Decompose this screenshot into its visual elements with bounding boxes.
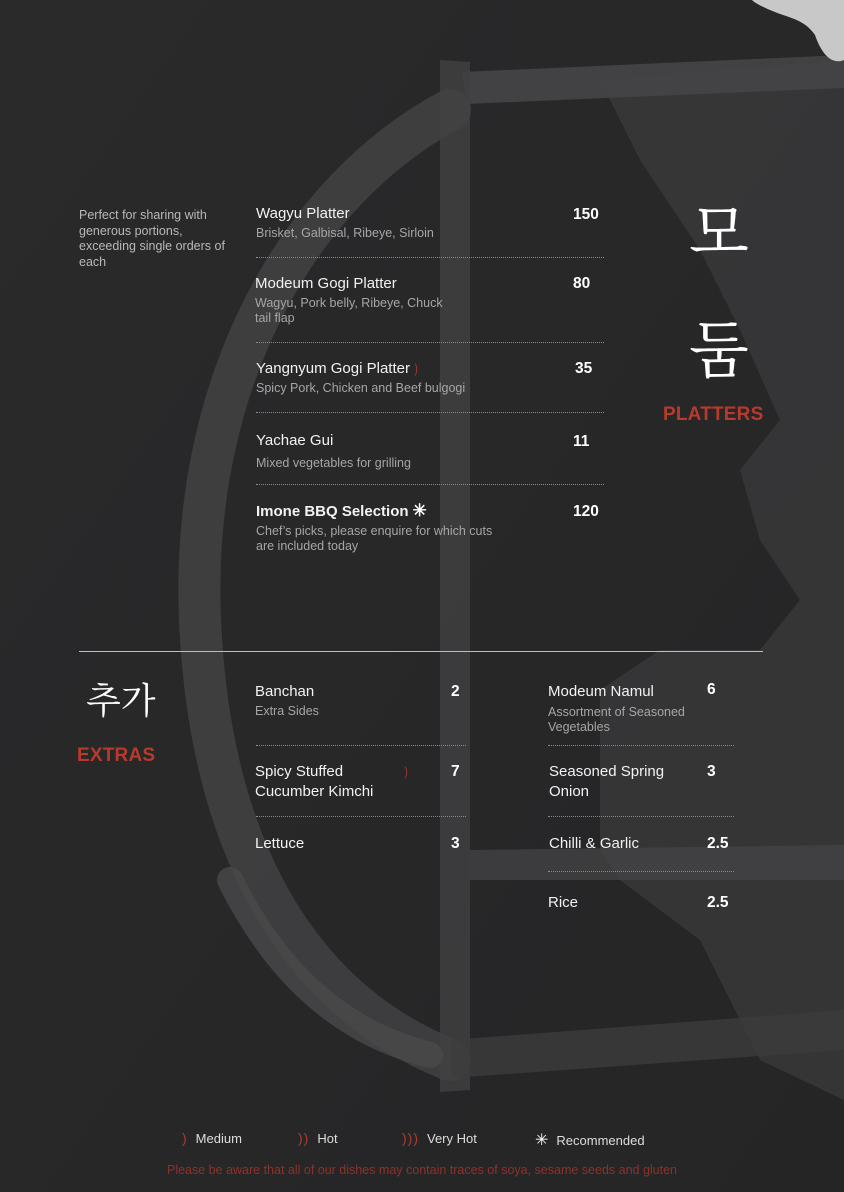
- korean-char: 둠: [689, 314, 749, 387]
- item-name: Modeum Namul: [548, 683, 654, 700]
- dotted-divider: [256, 342, 604, 343]
- item-description: Extra Sides: [255, 704, 319, 718]
- menu-item: [255, 762, 405, 802]
- item-price: 2.5: [707, 894, 729, 911]
- item-price: 6: [707, 681, 716, 698]
- menu-item: [256, 204, 434, 241]
- dotted-divider: [256, 745, 466, 746]
- item-name: Yangnyum Gogi Platter: [256, 360, 410, 377]
- legend-label: Very Hot: [427, 1130, 477, 1146]
- recommended-star-icon: ✳: [535, 1132, 549, 1149]
- item-price: 3: [707, 763, 716, 780]
- item-name: Modeum Gogi Platter: [255, 275, 397, 292]
- dotted-divider: [548, 871, 734, 872]
- recommended-star-icon: ✳: [412, 501, 427, 520]
- item-price: 3: [451, 835, 460, 852]
- item-description: Assortment of Seasoned Vegetables: [548, 705, 685, 734]
- dotted-divider: [256, 816, 466, 817]
- platters-intro: Perfect for sharing with generous portions, exceeding single orders of each: [79, 208, 225, 269]
- menu-item: [549, 834, 639, 854]
- item-price: 120: [573, 503, 599, 520]
- item-price: 2: [451, 683, 460, 700]
- item-description: Spicy Pork, Chicken and Beef bulgogi: [256, 381, 466, 395]
- item-name: Banchan: [255, 683, 315, 700]
- item-price: 150: [573, 206, 599, 223]
- legend-hot: [298, 1130, 338, 1146]
- item-price: 7: [451, 763, 460, 780]
- item-price: 11: [573, 433, 590, 450]
- chili-medium-icon: ): [414, 361, 418, 376]
- menu-item: [548, 682, 698, 735]
- item-description: Brisket, Galbisal, Ribeye, Sirloin: [256, 226, 434, 240]
- item-name: Spicy Stuffed Cucumber Kimchi: [255, 763, 374, 800]
- dotted-divider: [548, 745, 734, 746]
- dotted-divider: [256, 257, 604, 258]
- item-description: Wagyu, Pork belly, Ribeye, Chuck tail flap: [255, 296, 443, 325]
- menu-item: [255, 682, 319, 719]
- item-name: Seasoned Spring Onion: [549, 763, 665, 800]
- chili-hot-icon: )): [298, 1130, 310, 1146]
- item-name: Rice: [548, 894, 579, 911]
- menu-item: [256, 431, 411, 471]
- item-name: Lettuce: [255, 835, 305, 852]
- extras-title: EXTRAS: [77, 745, 156, 766]
- korean-char: 모: [689, 196, 749, 269]
- menu-item: [256, 501, 516, 554]
- menu-item: [255, 834, 304, 854]
- item-price: 80: [573, 275, 591, 292]
- item-name: Chilli & Garlic: [549, 835, 640, 852]
- dotted-divider: [256, 412, 604, 413]
- legend-medium: [182, 1130, 242, 1146]
- chili-medium-icon: ): [182, 1130, 188, 1146]
- dotted-divider: [256, 484, 604, 485]
- legend-label: Medium: [195, 1130, 242, 1146]
- legend-very-hot: [402, 1130, 477, 1146]
- menu-item: [549, 762, 669, 802]
- menu-item: [548, 893, 578, 913]
- legend-recommended: [535, 1130, 645, 1150]
- item-price: 35: [575, 360, 593, 377]
- chili-medium-icon: ): [404, 764, 408, 779]
- platters-title: PLATTERS: [663, 404, 764, 425]
- item-description: Mixed vegetables for grilling: [256, 456, 411, 470]
- item-name: Imone BBQ Selection: [256, 503, 409, 520]
- item-name: Yachae Gui: [256, 432, 334, 449]
- dotted-divider: [548, 816, 734, 817]
- menu-item: [256, 359, 465, 396]
- item-price: 2.5: [707, 835, 729, 852]
- extras-korean-title: 추가: [86, 681, 156, 722]
- menu-item: [255, 274, 495, 326]
- legend-label: Recommended: [556, 1132, 645, 1148]
- legend-label: Hot: [317, 1130, 338, 1146]
- item-description: Chef’s picks, please enquire for which cuts are included today: [256, 524, 493, 553]
- platters-korean-title: [684, 198, 754, 386]
- item-name: Wagyu Platter: [256, 205, 350, 222]
- allergen-notice: Please be aware that all of our dishes may contain traces of soya, sesame seeds and gluten: [166, 1163, 678, 1177]
- chili-very-hot-icon: ))): [402, 1130, 419, 1146]
- section-divider: [79, 651, 763, 652]
